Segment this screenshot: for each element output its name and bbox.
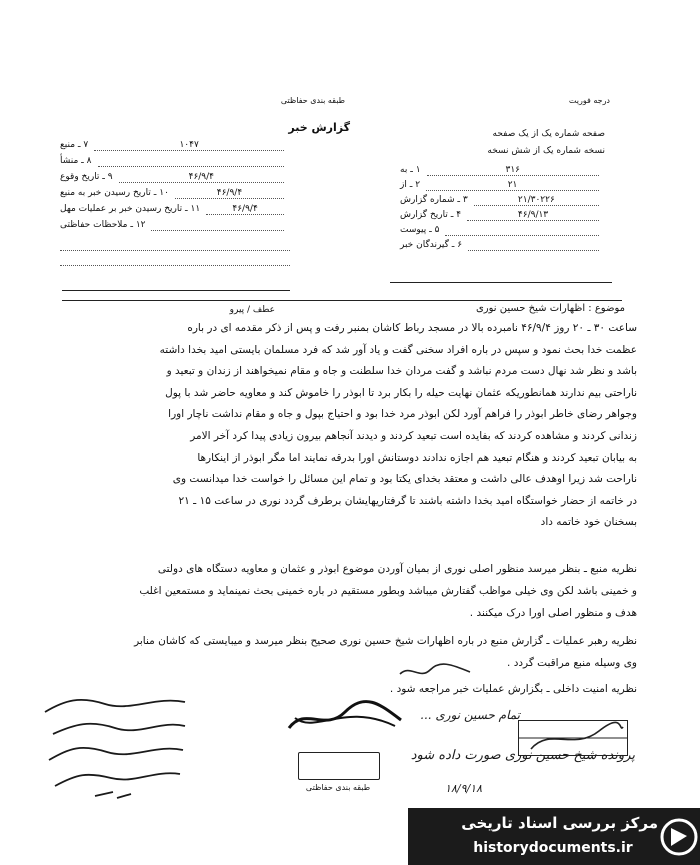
field-value	[151, 220, 284, 231]
field-label: ۳ ـ شماره گزارش	[400, 195, 468, 205]
field-row	[400, 195, 605, 210]
field-label: ۱۲ ـ ملاحظات حفاظتی	[60, 220, 146, 230]
stamp-scribble-icon	[519, 721, 627, 755]
left-fields	[60, 140, 290, 266]
copy-count: نسخه شماره یک از شش نسخه	[487, 146, 605, 156]
field-row	[60, 140, 290, 156]
field-value: ۳۱۶	[427, 165, 599, 176]
subject-label: موضوع :	[588, 303, 625, 314]
blank-line	[60, 236, 290, 251]
field-label: ۶ ـ گیرندگان خبر	[400, 240, 463, 250]
security-opinion: نظریه امنیت داخلی ـ بگزارش عملیات خبر مراجعه شود .	[389, 683, 637, 695]
body-line: بسخنان خود خاتمه داد	[540, 516, 637, 529]
opinion-line: وی وسیله منبع مراقبت گردد .	[507, 657, 637, 669]
subject-row	[335, 303, 625, 314]
field-value: ۱۰۴۷	[94, 140, 284, 151]
field-row	[400, 240, 605, 255]
body-line: به بیابان تبعید کردند و هنگام تبعید هم اجازه ندادند دوستانش اورا بدرقه نمایند اما مگر ابوذر از اینکارها	[197, 451, 637, 464]
separator-line	[62, 300, 622, 301]
separator-line	[62, 290, 290, 291]
source-opinion	[55, 558, 637, 624]
right-fields	[400, 165, 605, 255]
field-label: ۷ ـ منبع	[60, 140, 89, 150]
handwritten-note-icon	[35, 690, 195, 810]
field-label: ۱ ـ به	[400, 165, 421, 175]
field-value: ۲۱	[426, 180, 599, 191]
field-value	[468, 240, 599, 251]
body-line: ناراحتی بیم ندارند همانطوریکه عثمان نهایت حیله را بکار برد تا ابوذر را خاموش کند و معاویه حاضر شد با پول	[165, 386, 637, 399]
field-row	[60, 156, 290, 172]
urgency-label: درجه فوریت	[568, 96, 610, 105]
reference-label: عطف / پیرو	[229, 305, 275, 315]
page-count: صفحه شماره یک از یک صفحه	[492, 129, 605, 139]
blank-line	[60, 251, 290, 266]
classification-stamp	[298, 752, 380, 780]
field-row	[60, 172, 290, 188]
archive-logo-icon	[660, 816, 698, 858]
opinion-line: و خمینی باشد لکن وی خیلی مواظب گفتارش میباشد وبطور مستقیم در باره خمینی بحث نمینماید و مستمعین اغلب	[139, 585, 637, 597]
subject-text: اظهارات شیخ حسین نوری	[475, 303, 586, 314]
body-line: وجواهر رضای خاطر ابوذر را فراهم آورد لکن ابوذر مرد خدا بود و احتیاج بپول و جاه و مقام نداشت ناچار اورا	[168, 408, 637, 421]
logo-url: historydocuments.ir	[473, 840, 633, 856]
watermark-logo-bar	[408, 808, 700, 865]
field-row	[400, 165, 605, 180]
field-label: ۹ ـ تاریخ وقوع	[60, 172, 113, 182]
ink-scribble-icon	[285, 698, 405, 738]
field-label: ۸ ـ منشأ	[60, 156, 92, 166]
opinion-line: نظریه رهبر عملیات ـ گزارش منبع در باره اظهارات شیخ حسین نوری صحیح بنظر میرسد و میبایستی که کاشان منابر	[134, 635, 637, 647]
opinion-line: هدف و منظور اصلی اورا درک میکنند .	[469, 607, 637, 619]
field-value: ۲۱/۳۰۲۲۶	[474, 195, 599, 206]
field-label: ۴ ـ تاریخ گزارش	[400, 210, 462, 220]
separator-line	[390, 282, 612, 283]
field-row	[400, 180, 605, 195]
field-value: ۴۶/۹/۴	[175, 188, 284, 199]
bottom-date: ۱۸/۹/۱۸	[445, 782, 482, 795]
body-line: ناراحت شد زیرا اوهدف عالی داشت و معتقد بخدای یکتا بود و تمام این مسائل را خواست خدا میدانست وی	[172, 473, 637, 486]
field-row	[60, 204, 290, 220]
report-body	[55, 318, 637, 534]
field-value	[445, 225, 599, 236]
archive-stamp	[518, 720, 628, 756]
field-row	[60, 188, 290, 204]
field-label: ۱۱ ـ تاریخ رسیدن خبر بر عملیات مهل	[60, 204, 201, 214]
body-line: در خاتمه از حضار خواستگاه امید بخدا داشته باشند تا گرفتاریهایشان برطرف گردد نوری در ساعت ۱۵ ـ ۲۱	[178, 494, 637, 507]
opinion-line: نظریه منبع ـ بنظر میرسد منظور اصلی نوری از بمیان آوردن موضوع ابوذر و عثمان و معاویه دستگاه های دولتی	[157, 563, 637, 575]
field-label: ۱۰ ـ تاریخ رسیدن خبر به منبع	[60, 188, 169, 198]
classification-top-label: طبقه بندی حفاظتی	[280, 96, 345, 105]
handwritten-instruction: پرونده شیخ حسین نوری صورت داده شود	[410, 748, 635, 763]
field-label: ۲ ـ از	[400, 180, 421, 190]
field-row	[400, 225, 605, 240]
field-row	[400, 210, 605, 225]
body-line: زندانی کردند و مشاهده کردند که بفایده است تبعید کردند و دیدند آنجاهم بیرون زیادی پیدا کرد آخر الامر	[190, 429, 637, 442]
document-title: گزارش خبر	[288, 121, 350, 134]
handwritten-remark: تمام حسین نوری ...	[420, 708, 520, 722]
field-value: ۴۶/۹/۴	[206, 204, 284, 215]
field-label: ۵ ـ پیوست	[400, 225, 440, 235]
field-row	[60, 220, 290, 236]
body-line: عظمت خدا بحث نمود و سپس در باره افراد سخنی گفت و یاد آور شد که فرد مسلمان بایستی امید بخدا داشته	[159, 343, 637, 356]
operations-opinion	[55, 630, 637, 674]
field-value: ۴۶/۹/۱۳	[467, 210, 599, 221]
classification-bottom-label: طبقه بندی حفاظتی	[305, 783, 371, 792]
signature-mark-icon	[395, 660, 475, 682]
body-line: ساعت ۳۰ ـ ۲۰ روز ۴۶/۹/۴ نامبرده بالا در مسجد رباط کاشان بمنبر رفت و پس از ذکر مقدمه ای در باره	[187, 322, 637, 334]
field-value: ۴۶/۹/۴	[119, 172, 284, 183]
body-line: باشد و نظر شد نهال دست مردم نباشد و گفت مردان خدا سلطنت و جاه و مقام نمیخواهند از زندان و تبعید و	[166, 365, 637, 378]
field-value	[98, 156, 284, 167]
logo-name: مرکز بررسی اسناد تاریخی	[461, 814, 658, 832]
